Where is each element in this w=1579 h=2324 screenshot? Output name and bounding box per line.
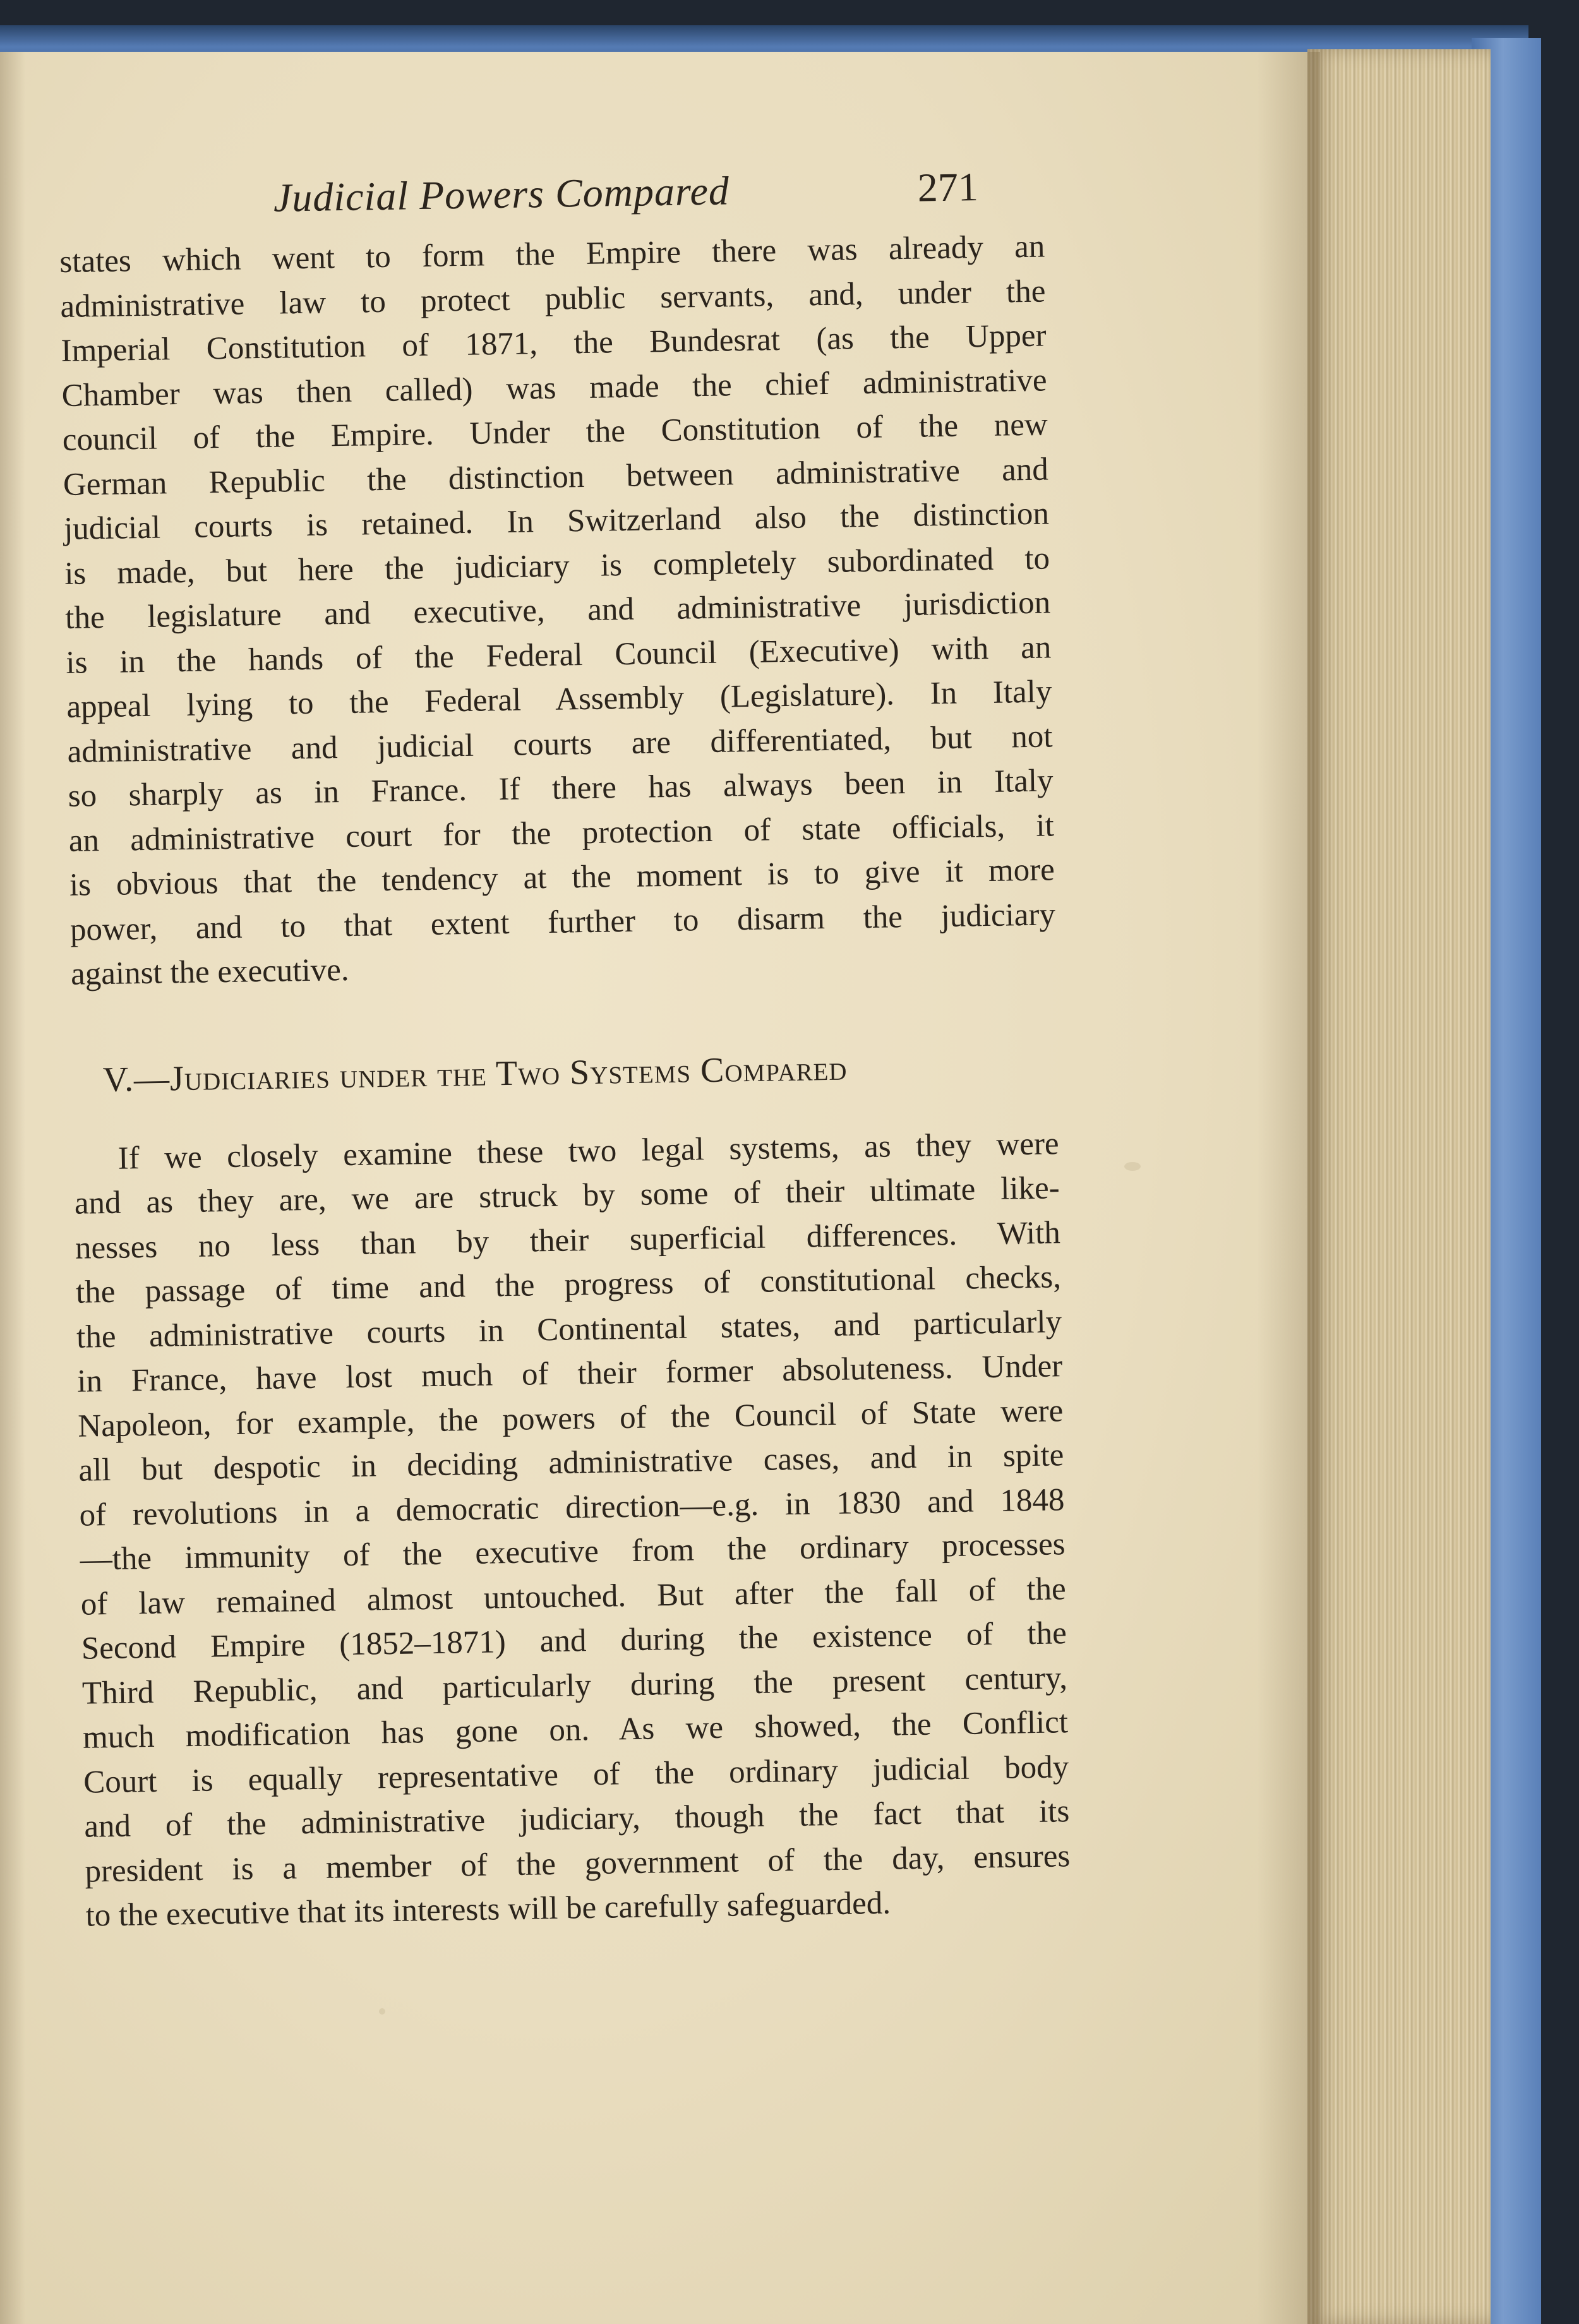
text-line: —the immunity of the executive from the ordinary processes <box>80 1526 1066 1578</box>
text-line: in France, have lost much of their former absoluteness. Under <box>76 1348 1063 1399</box>
text-line: an administrative court for the protection of state officials, it <box>68 807 1055 859</box>
running-head <box>58 148 1045 239</box>
text-line: of law remained almost untouched. But after the fall of the <box>80 1571 1067 1622</box>
text-line: all but despotic in deciding administrative cases, and in spite <box>78 1437 1064 1488</box>
text-line: to the executive that its interests will be carefully safeguarded. <box>85 1885 891 1934</box>
paragraph-section-v <box>73 1122 1071 1938</box>
text-line: Second Empire (1852–1871) and during the existence of the <box>81 1615 1067 1667</box>
page-stack-edge <box>1307 49 1491 2324</box>
text-line: administrative and judicial courts are differentiated, but not <box>67 718 1053 770</box>
paper-spot <box>379 2008 385 2015</box>
page-text-block <box>58 148 1071 1938</box>
text-line: so sharply as in France. If there has always been in Italy <box>68 763 1054 814</box>
text-line: judicial courts is retained. In Switzerland also the distinction <box>63 496 1050 547</box>
text-line: Chamber was then called) was made the chief administrative <box>61 362 1048 414</box>
text-line: Third Republic, and particularly during the present century, <box>81 1660 1068 1711</box>
left-edge-shadow <box>0 52 25 2324</box>
text-line: against the executive. <box>70 952 349 992</box>
text-line: German Republic the distinction between administrative and <box>63 451 1049 503</box>
text-line: administrative law to protect public servants, and, under the <box>60 273 1046 325</box>
text-line: is obvious that the tendency at the moment is to give it more <box>69 852 1055 903</box>
text-line: president is a member of the government of the day, ensures <box>85 1838 1071 1890</box>
text-line: If we closely examine these two legal systems, as they were <box>117 1125 1059 1177</box>
text-line: is made, but here the judiciary is completely subordinated to <box>64 540 1050 592</box>
section-heading: V.—Judiciaries under the Two Systems Compared <box>102 1048 848 1099</box>
text-line: and of the administrative judiciary, though the fact that its <box>83 1794 1070 1845</box>
page-number: 271 <box>917 164 979 210</box>
text-line: of revolutions in a democratic direction—e.g. in 1830 and 1848 <box>79 1482 1065 1533</box>
text-line: Imperial Constitution of 1871, the Bundesrat (as the Upper <box>61 318 1047 369</box>
text-line: and as they are, we are struck by some of their ultimate like- <box>74 1170 1060 1221</box>
text-line: appeal lying to the Federal Assembly (Legislature). In Italy <box>66 674 1052 725</box>
text-line: states which went to form the Empire there was already an <box>59 229 1045 280</box>
running-title: Judicial Powers Compared <box>273 168 730 220</box>
paragraph-continued <box>59 224 1057 997</box>
text-line: the administrative courts in Continental states, and particularly <box>76 1303 1062 1355</box>
paper-spot <box>1124 1162 1141 1171</box>
text-line: much modification has gone on. As we showed, the Conflict <box>82 1704 1069 1756</box>
text-line: power, and to that extent further to disarm the judiciary <box>69 896 1056 948</box>
text-line: Court is equally representative of the ordinary judicial body <box>83 1749 1069 1800</box>
text-line: is in the hands of the Federal Council (Executive) with an <box>65 629 1052 681</box>
gutter-shadow <box>1257 52 1320 2324</box>
text-line: council of the Empire. Under the Constitution of the new <box>62 407 1048 458</box>
text-line: the passage of time and the progress of constitutional checks, <box>75 1259 1062 1310</box>
text-line: nesses no less than by their superficial differences. With <box>75 1214 1061 1266</box>
text-line: Napoleon, for example, the powers of the Council of State were <box>77 1393 1064 1444</box>
text-line: the legislature and executive, and administrative jurisdiction <box>64 585 1051 636</box>
